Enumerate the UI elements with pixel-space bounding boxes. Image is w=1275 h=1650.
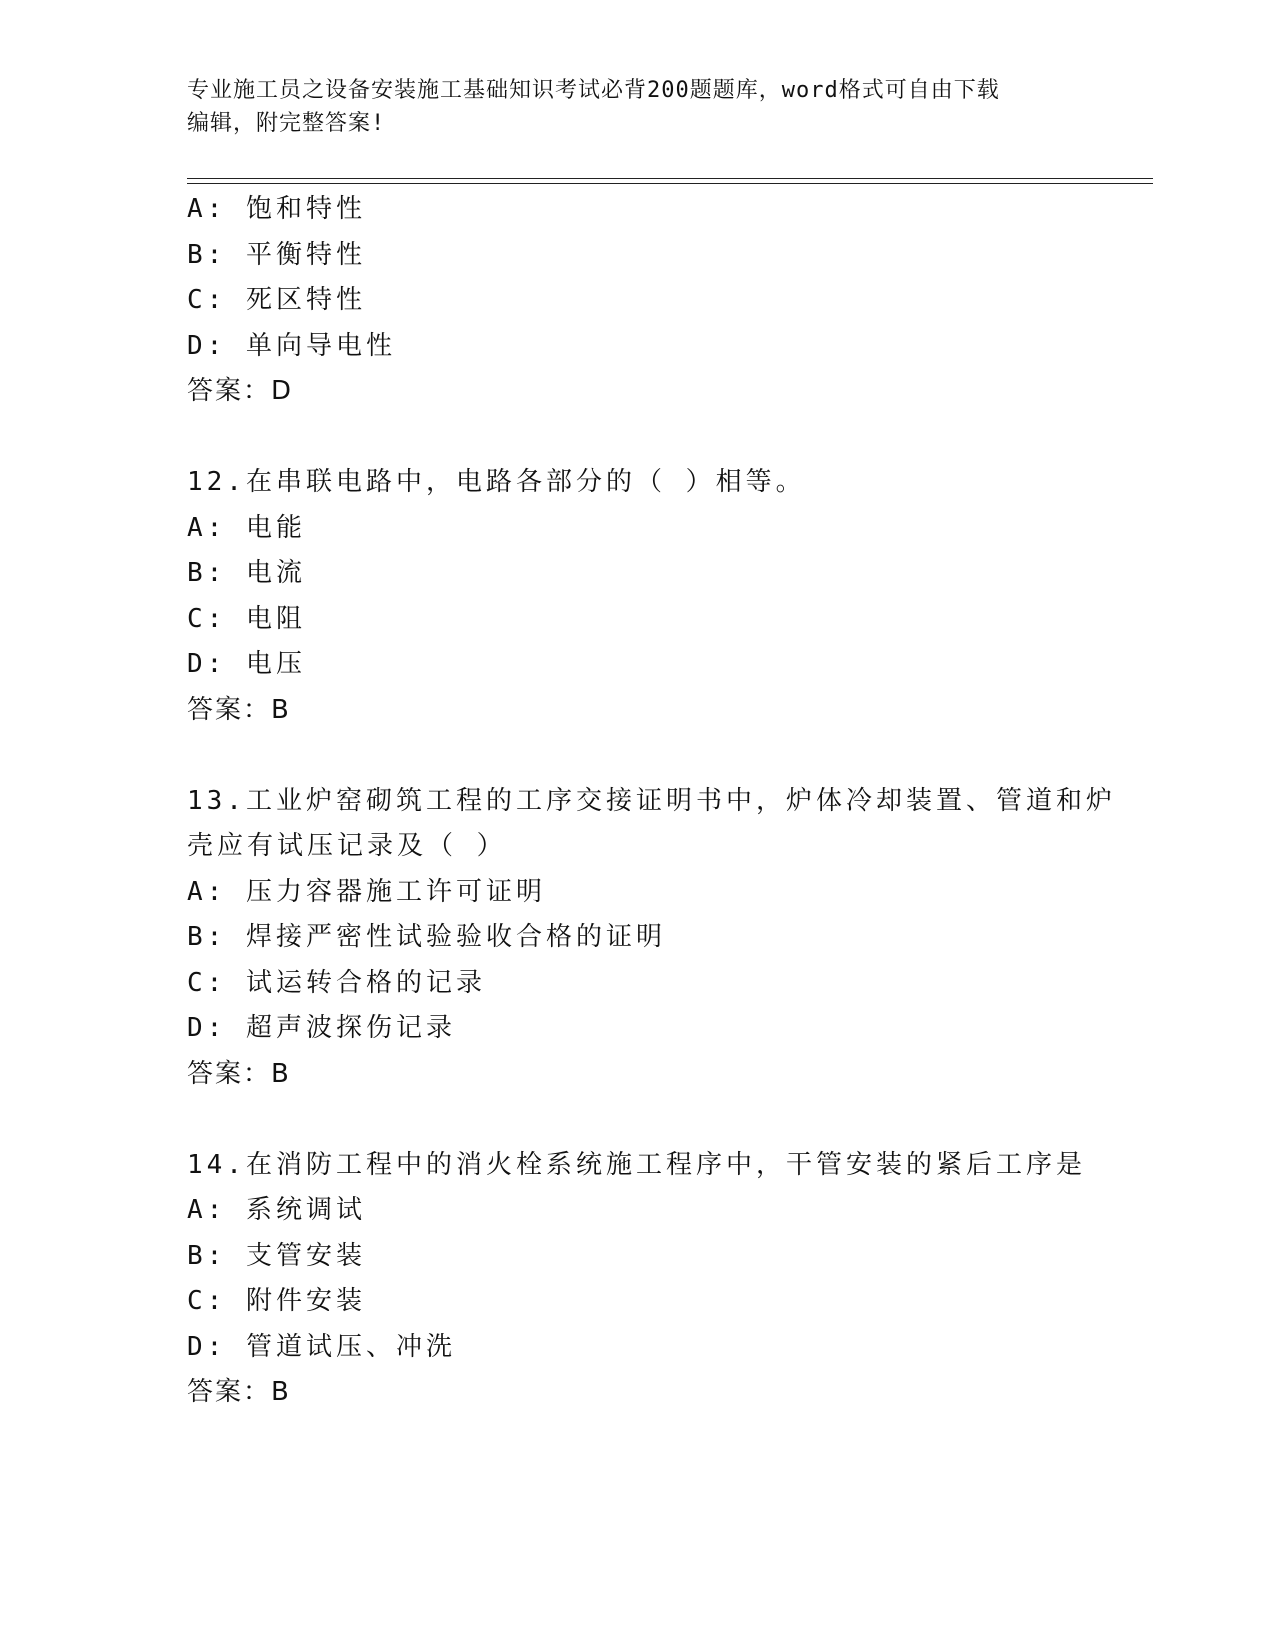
answer-label: 答案：B [187, 1377, 291, 1407]
question-spacer [187, 733, 1147, 779]
option-b: B: 支管安装 [187, 1240, 366, 1271]
option-c: C: 附件安装 [187, 1286, 366, 1316]
header-title-line-1: 专业施工员之设备安装施工基础知识考试必背200题题库，word格式可自由下载 [187, 78, 1000, 103]
question-spacer [187, 1097, 1147, 1143]
question-14 [187, 1143, 1147, 1416]
question-stem-line-1: 13.工业炉窑砌筑工程的工序交接证明书中，炉体冷却装置、管道和炉 [187, 785, 1116, 816]
answer-label: 答案：B [187, 1058, 291, 1089]
answer-label: 答案：B [187, 694, 291, 725]
question-list [187, 187, 1147, 1416]
option-d: D: 电压 [187, 649, 306, 679]
option-d: D: 超声波探伤记录 [187, 1013, 456, 1043]
option-d: D: 管道试压、冲洗 [187, 1331, 456, 1362]
option-a: A: 饱和特性 [187, 194, 366, 224]
question-stem: 14.在消防工程中的消火栓系统施工程序中，干管安装的紧后工序是 [187, 1149, 1086, 1180]
option-b: B: 电流 [187, 558, 306, 588]
option-c: C: 电阻 [187, 603, 306, 634]
question-12 [187, 460, 1147, 733]
question-11 [187, 187, 1147, 415]
question-spacer [187, 415, 1147, 461]
question-13 [187, 779, 1147, 1098]
document-header [187, 74, 1067, 140]
question-stem-line-2: 壳应有试压记录及（ ） [187, 831, 507, 861]
option-a: A: 电能 [187, 512, 306, 543]
option-b: B: 焊接严密性试验验收合格的证明 [187, 922, 666, 952]
header-title-line-2: 编辑，附完整答案! [187, 111, 386, 136]
option-b: B: 平衡特性 [187, 239, 366, 270]
header-divider-bottom [187, 183, 1153, 184]
option-a: A: 压力容器施工许可证明 [187, 876, 546, 907]
option-c: C: 试运转合格的记录 [187, 967, 486, 998]
header-divider-top [187, 178, 1153, 179]
option-a: A: 系统调试 [187, 1195, 366, 1225]
answer-label: 答案：D [187, 376, 294, 406]
question-stem: 12.在串联电路中，电路各部分的（ ）相等。 [187, 467, 806, 497]
option-c: C: 死区特性 [187, 285, 366, 315]
option-d: D: 单向导电性 [187, 330, 396, 361]
